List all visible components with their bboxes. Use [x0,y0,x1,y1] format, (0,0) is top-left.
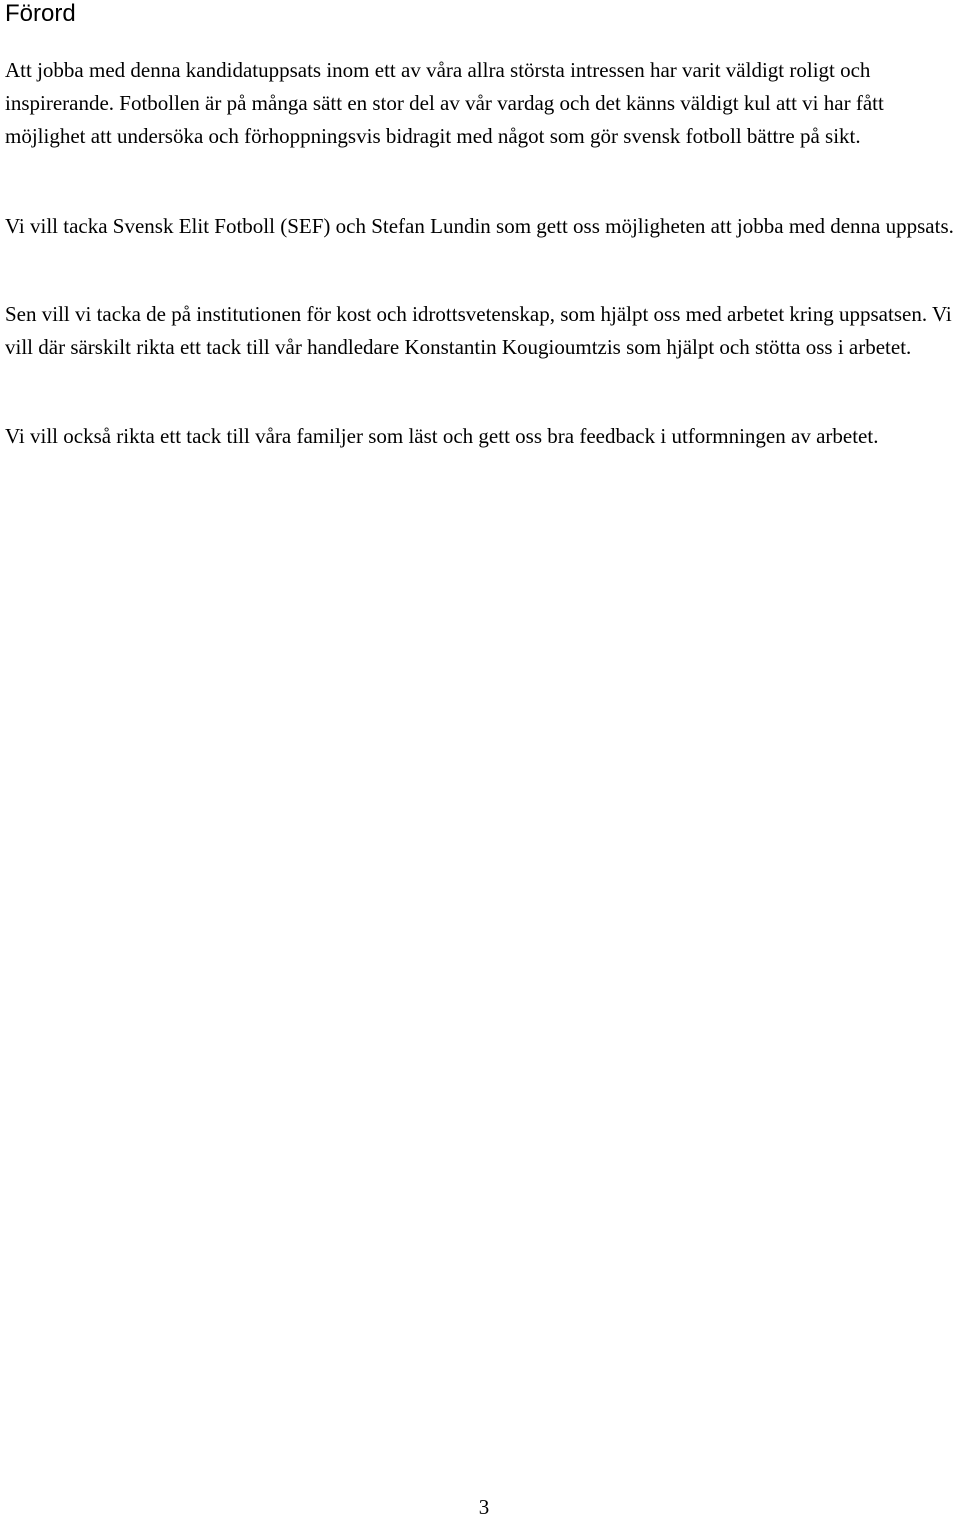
page-number: 3 [478,1495,490,1519]
paragraph-thanks-families: Vi vill också rikta ett tack till våra familjer som läst och gett oss bra feedback i utformningen av arbetet. [5,424,879,448]
paragraph-thanks-institution: Sen vill vi tacka de på institutionen för kost och idrottsvetenskap, som hjälpt oss med arbetet kring uppsatsen. Vi vill där särskilt rikta ett tack till vår handledare Konstantin Kougioumtzis som hjälpt och stötta oss i arbetet. [5,302,952,359]
paragraph-thanks-sef: Vi vill tacka Svensk Elit Fotboll (SEF) och Stefan Lundin som gett oss möjligheten att jobba med denna uppsats. [5,214,954,238]
page-title: Förord [5,0,76,27]
paragraph-intro: Att jobba med denna kandidatuppsats inom ett av våra allra största intressen har varit väldigt roligt och inspirerande. Fotbollen är på många sätt en stor del av vår vardag och det känns väldigt kul att vi har fått möjlighet att undersöka och förhoppningsvis bidragit med något som gör svensk fotboll bättre på sikt. [5,58,884,148]
